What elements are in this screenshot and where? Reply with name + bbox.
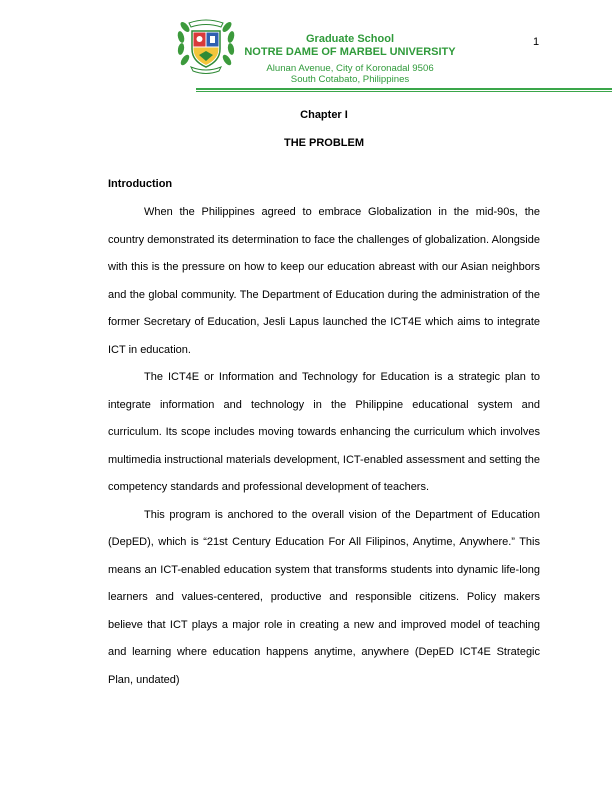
- section-heading: Introduction: [108, 178, 173, 190]
- address-line-1: Alunan Avenue, City of Koronadal 9506: [266, 63, 434, 74]
- chapter-heading: Chapter I: [300, 109, 348, 121]
- page-number: 1: [533, 36, 540, 48]
- university-seal-logo: [175, 15, 237, 77]
- address-line-2: South Cotabato, Philippines: [290, 74, 410, 85]
- paragraph: When the Philippines agreed to embrace Globalization in the mid-90s, the country demonstrated its determination to face the challenges of globalization. Alongside with this is the pressure on how to keep our education abreast with our Asian neighbors and the global community. The Department of Education during the administration of the former Secretary of Education, Jesli Lapus launched the ICT4E which aims to integrate ICT in education.: [108, 206, 540, 356]
- paragraph: The ICT4E or Information and Technology for Education is a strategic plan to integrate information and technology in the Philippine educational system and curriculum. Its scope includes moving towards enhancing the curriculum which involves multimedia instructional materials development, ICT-enabled assessment and setting the competency standards and professional development of teachers.: [108, 371, 540, 493]
- university-name: NOTRE DAME OF MARBEL UNIVERSITY: [244, 46, 456, 58]
- paragraph: This program is anchored to the overall vision of the Department of Education (DepED), which is “21st Century Education For All Filipinos, Anytime, Anywhere.” This means an ICT-enabled education system that transforms students into dynamic life-long learners and values-centered, productive and responsible citizens. Policy makers believe that ICT plays a major role in creating a new and improved model of teaching and learning where education happens anytime, anywhere (DepED ICT4E Strategic Plan, undated): [108, 508, 540, 686]
- body-text: [108, 199, 540, 694]
- header-divider-thin: [196, 91, 612, 92]
- school-name: Graduate School: [305, 33, 395, 45]
- header-divider: [196, 88, 612, 90]
- chapter-title: THE PROBLEM: [283, 137, 365, 149]
